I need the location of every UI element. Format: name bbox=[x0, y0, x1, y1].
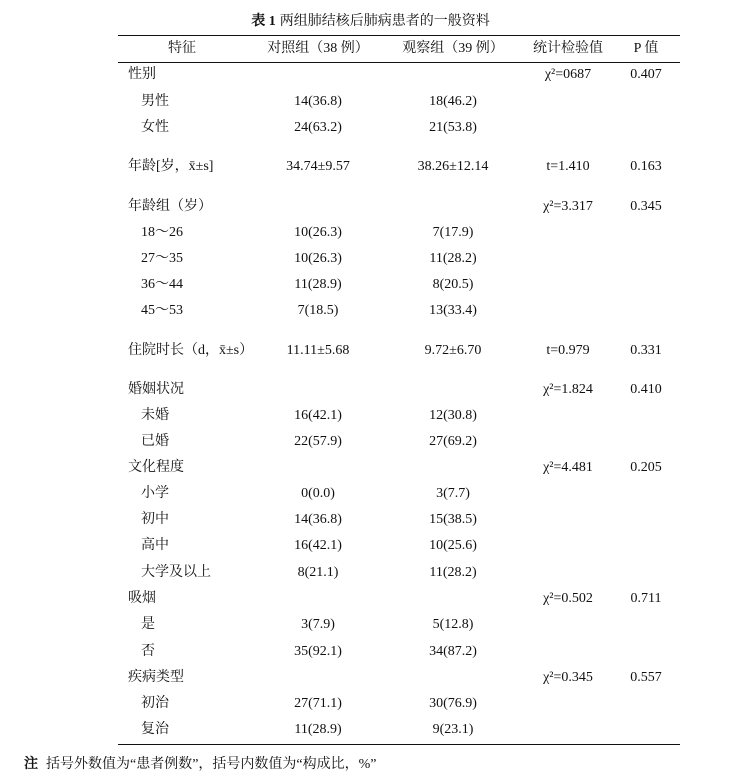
row-observation-value: 9.72±6.70 bbox=[424, 343, 482, 358]
row-feature: 小学 bbox=[141, 486, 169, 501]
row-feature: 吸烟 bbox=[128, 591, 156, 606]
row-feature: 文化程度 bbox=[128, 460, 184, 475]
row-feature: 36～44 bbox=[141, 277, 183, 292]
row-control-value: 7(18.5) bbox=[297, 303, 339, 318]
row-p-value: 0.711 bbox=[630, 591, 662, 606]
table-row bbox=[0, 378, 741, 402]
row-observation-value: 15(38.5) bbox=[429, 512, 477, 527]
row-control-value: 35(92.1) bbox=[294, 644, 342, 659]
row-statistic: χ²=0.345 bbox=[543, 670, 593, 685]
row-observation-value: 38.26±12.14 bbox=[417, 159, 489, 174]
header-row bbox=[0, 37, 741, 61]
row-observation-value: 3(7.7) bbox=[436, 486, 470, 501]
row-control-value: 22(57.9) bbox=[294, 434, 342, 449]
row-statistic: χ²=0.502 bbox=[543, 591, 593, 606]
row-feature: 大学及以上 bbox=[141, 565, 211, 580]
row-observation-value: 13(33.4) bbox=[429, 303, 477, 318]
row-control-value: 10(26.3) bbox=[294, 225, 342, 240]
row-observation-value: 5(12.8) bbox=[432, 617, 474, 632]
table-caption bbox=[0, 10, 741, 30]
row-feature: 婚姻状况 bbox=[128, 382, 184, 397]
row-observation-value: 18(46.2) bbox=[429, 94, 477, 109]
row-statistic: t=1.410 bbox=[546, 159, 590, 174]
table-row bbox=[0, 63, 741, 87]
row-observation-value: 30(76.9) bbox=[429, 696, 477, 711]
row-statistic: χ²=0687 bbox=[544, 67, 592, 82]
row-observation-value: 7(17.9) bbox=[432, 225, 474, 240]
table-row bbox=[0, 587, 741, 611]
header-control: 对照组（38 例） bbox=[267, 41, 369, 56]
table-label: 表 1 bbox=[251, 14, 276, 29]
table-row bbox=[0, 666, 741, 690]
row-feature: 年龄组（岁） bbox=[128, 199, 212, 214]
row-statistic: χ²=1.824 bbox=[543, 382, 593, 397]
row-feature: 复治 bbox=[141, 722, 169, 737]
row-control-value: 0(0.0) bbox=[301, 486, 335, 501]
table-row bbox=[0, 155, 741, 179]
row-observation-value: 11(28.2) bbox=[429, 251, 477, 266]
header-feature: 特征 bbox=[168, 41, 196, 56]
row-p-value: 0.410 bbox=[630, 382, 662, 397]
row-feature: 男性 bbox=[141, 94, 169, 109]
note-text: 括号外数值为“患者例数”，括号内数值为“构成比，%” bbox=[46, 757, 377, 772]
row-feature: 性别 bbox=[128, 67, 156, 82]
row-feature: 高中 bbox=[141, 538, 169, 553]
table-row bbox=[0, 456, 741, 480]
row-feature: 否 bbox=[141, 644, 155, 659]
table-row bbox=[0, 692, 741, 716]
row-control-value: 11(28.9) bbox=[294, 722, 342, 737]
row-p-value: 0.345 bbox=[630, 199, 662, 214]
row-observation-value: 11(28.2) bbox=[429, 565, 477, 580]
row-statistic: χ²=4.481 bbox=[543, 460, 593, 475]
row-feature: 是 bbox=[141, 617, 155, 632]
header-statistic: 统计检验值 bbox=[533, 41, 603, 56]
table-row bbox=[0, 273, 741, 297]
row-control-value: 16(42.1) bbox=[294, 538, 342, 553]
row-observation-value: 9(23.1) bbox=[432, 722, 474, 737]
table-row bbox=[0, 613, 741, 637]
header-observation: 观察组（39 例） bbox=[402, 41, 504, 56]
table-row bbox=[0, 482, 741, 506]
row-feature: 18～26 bbox=[141, 225, 183, 240]
table-row bbox=[0, 195, 741, 219]
row-observation-value: 10(25.6) bbox=[429, 538, 477, 553]
row-feature: 住院时长（d，x̄±s） bbox=[128, 343, 254, 358]
row-feature: 已婚 bbox=[141, 434, 169, 449]
row-control-value: 11.11±5.68 bbox=[286, 343, 350, 358]
table-row bbox=[0, 508, 741, 532]
row-control-value: 27(71.1) bbox=[294, 696, 342, 711]
table-row bbox=[0, 640, 741, 664]
row-observation-value: 27(69.2) bbox=[429, 434, 477, 449]
row-p-value: 0.331 bbox=[630, 343, 662, 358]
row-feature: 未婚 bbox=[141, 408, 169, 423]
table-row bbox=[0, 430, 741, 454]
row-control-value: 34.74±9.57 bbox=[286, 159, 350, 174]
table-title: 两组肺结核后肺病患者的一般资料 bbox=[279, 14, 490, 29]
row-p-value: 0.205 bbox=[630, 460, 662, 475]
row-feature: 女性 bbox=[141, 120, 169, 135]
row-control-value: 24(63.2) bbox=[294, 120, 342, 135]
row-control-value: 14(36.8) bbox=[294, 94, 342, 109]
table-row bbox=[0, 718, 741, 742]
row-control-value: 10(26.3) bbox=[294, 251, 342, 266]
row-control-value: 8(21.1) bbox=[297, 565, 339, 580]
note-label: 注 bbox=[24, 757, 38, 772]
row-feature: 45～53 bbox=[141, 303, 183, 318]
row-observation-value: 12(30.8) bbox=[429, 408, 477, 423]
table-row bbox=[0, 404, 741, 428]
row-feature: 初治 bbox=[141, 696, 169, 711]
row-statistic: χ²=3.317 bbox=[543, 199, 593, 214]
bottom-rule bbox=[118, 744, 680, 745]
table-note bbox=[24, 753, 377, 773]
row-observation-value: 34(87.2) bbox=[429, 644, 477, 659]
row-observation-value: 21(53.8) bbox=[429, 120, 477, 135]
table-row bbox=[0, 534, 741, 558]
row-statistic: t=0.979 bbox=[546, 343, 590, 358]
row-p-value: 0.557 bbox=[630, 670, 662, 685]
table-row bbox=[0, 221, 741, 245]
row-feature: 初中 bbox=[141, 512, 169, 527]
row-control-value: 11(28.9) bbox=[294, 277, 342, 292]
table-row bbox=[0, 116, 741, 140]
table-row bbox=[0, 561, 741, 585]
row-p-value: 0.407 bbox=[630, 67, 662, 82]
row-control-value: 14(36.8) bbox=[294, 512, 342, 527]
row-control-value: 3(7.9) bbox=[301, 617, 335, 632]
row-control-value: 16(42.1) bbox=[294, 408, 342, 423]
table-row bbox=[0, 339, 741, 363]
table-row bbox=[0, 90, 741, 114]
row-feature: 27～35 bbox=[141, 251, 183, 266]
row-feature: 年龄[岁，x̄±s] bbox=[128, 159, 214, 174]
row-p-value: 0.163 bbox=[630, 159, 662, 174]
header-p-value: P 值 bbox=[633, 41, 659, 56]
top-rule bbox=[118, 35, 680, 36]
row-feature: 疾病类型 bbox=[128, 670, 184, 685]
table-row bbox=[0, 299, 741, 323]
table-row bbox=[0, 247, 741, 271]
row-observation-value: 8(20.5) bbox=[432, 277, 474, 292]
